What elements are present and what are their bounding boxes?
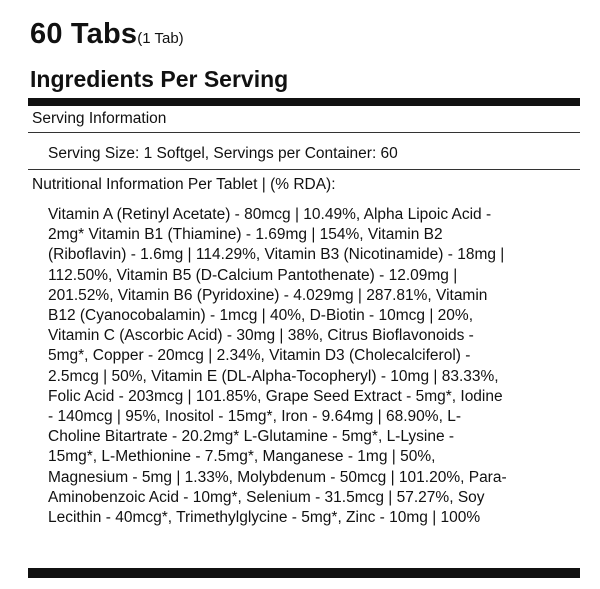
thin-divider [28,169,580,170]
ingredient-line: 15mg*, L-Methionine - 7.5mg*, Manganese - 1mg | 50%, [48,448,436,466]
ingredient-line: Folic Acid - 203mcg | 101.85%, Grape Seed Extract - 5mg*, Iodine [48,387,503,405]
ingredient-line: 201.52%, Vitamin B6 (Pyridoxine) - 4.029mg | 287.81%, Vitamin [48,286,488,304]
ingredient-line: Choline Bitartrate - 20.2mg* L-Glutamine - 5mg*, L-Lysine - [48,428,455,446]
ingredient-line: 5mg*, Copper - 20mcg | 2.34%, Vitamin D3 (Cholecalciferol) - [48,347,471,365]
ingredient-line: Vitamin C (Ascorbic Acid) - 30mg | 38%, Citrus Bioflavonoids - [48,327,474,345]
ingredient-line: 2mg* Vitamin B1 (Thiamine) - 1.69mg | 154%, Vitamin B2 [48,226,443,244]
pack-count: 60 Tabs [30,18,138,50]
pack-size [30,18,184,51]
ingredient-line: 112.50%, Vitamin B5 (D-Calcium Pantothenate) - 12.09mg | [48,266,458,284]
nutrition-heading: Nutritional Information Per Tablet | (% RDA): [32,176,336,193]
ingredient-line: Vitamin A (Retinyl Acetate) - 80mcg | 10.49%, Alpha Lipoic Acid - [48,206,492,223]
serving-information-label: Serving Information [32,110,167,127]
ingredient-list [48,205,568,528]
ingredient-line: (Riboflavin) - 1.6mg | 114.29%, Vitamin B3 (Nicotinamide) - 18mg | [48,246,505,264]
ingredient-line: - 140mcg | 95%, Inositol - 15mg*, Iron - 9.64mg | 68.90%, L- [48,408,461,426]
thin-divider [28,132,580,133]
ingredients-heading: Ingredients Per Serving [30,66,289,92]
serving-size-text: Serving Size: 1 Softgel, Servings per Container: 60 [48,145,398,162]
ingredient-line: 2.5mcg | 50%, Vitamin E (DL-Alpha-Tocopheryl) - 10mg | 83.33%, [48,367,499,385]
thick-divider-top [28,98,580,106]
pack-unit: (1 Tab) [137,30,184,47]
ingredient-line: Aminobenzoic Acid - 10mg*, Selenium - 31.5mcg | 57.27%, Soy [48,488,485,506]
ingredient-line: Magnesium - 5mg | 1.33%, Molybdenum - 50mcg | 101.20%, Para- [48,468,507,486]
ingredient-line: Lecithin - 40mcg*, Trimethylglycine - 5mg*, Zinc - 10mg | 100% [48,509,481,527]
ingredient-line: B12 (Cyanocobalamin) - 1mcg | 40%, D-Biotin - 10mcg | 20%, [48,307,474,325]
thick-divider-bottom [28,568,580,578]
